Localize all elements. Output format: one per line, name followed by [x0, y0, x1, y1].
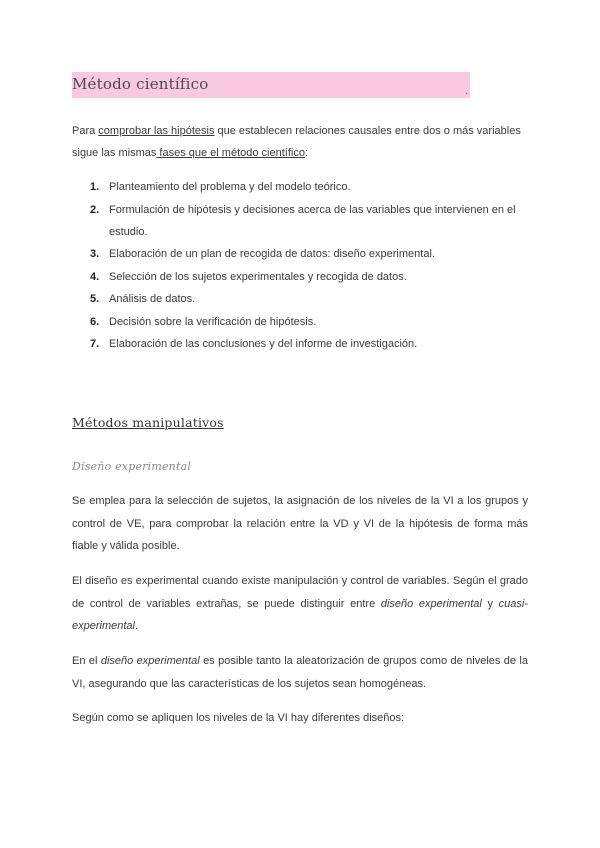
paragraph-randomization — [72, 650, 528, 695]
list-item — [90, 333, 530, 355]
steps-list — [90, 176, 530, 356]
paragraph-experimental — [72, 570, 528, 638]
p3-text-a: En el — [72, 655, 101, 667]
intro-middle: que establecen relaciones causales entre dos o más variables sigue las mismas — [72, 125, 521, 159]
list-number: 6. — [90, 315, 100, 328]
list-item — [90, 288, 530, 310]
section-title: Métodos manipulativos — [72, 415, 224, 430]
intro-paragraph — [72, 120, 528, 164]
list-item — [90, 266, 530, 288]
p2-text-a: El diseño es experimental cuando existe manipulación y control de variables. Según el grado de control de variables extrañas, se puede distinguir entre — [72, 575, 528, 610]
list-text: Formulación de hipótesis y decisiones acerca de las variables que intervienen en el estudio. — [109, 203, 516, 238]
list-text: Planteamiento del problema y del modelo teórico. — [109, 181, 351, 193]
list-item — [90, 176, 530, 198]
intro-link-phases: fases que el método científico — [156, 147, 305, 159]
paragraph-selection: Se emplea para la selección de sujetos, la asignación de los niveles de la VI a los grupos y control de VE, para comprobar la relación entre la VD y VI de la hipótesis de forma más fiable y válida posible. — [72, 495, 528, 552]
list-item — [90, 199, 530, 243]
heading-highlight — [72, 72, 470, 98]
list-number: 4. — [90, 270, 100, 283]
list-item — [90, 243, 530, 265]
list-number: 3. — [90, 248, 100, 260]
list-number: 7. — [90, 338, 100, 350]
p2-text-b: y — [481, 597, 499, 610]
heading-title: Método científico — [72, 75, 209, 93]
list-text: Selección de los sujetos experimentales y recogida de datos. — [109, 270, 407, 283]
section-subtitle: Diseño experimental — [72, 460, 192, 473]
intro-before: Para — [72, 125, 99, 137]
list-number: 5. — [90, 293, 100, 305]
heading-dot: . — [465, 86, 468, 97]
list-text: Elaboración de las conclusiones y del informe de investigación. — [109, 338, 418, 350]
intro-after: : — [304, 147, 309, 159]
list-text: Análisis de datos. — [109, 293, 196, 305]
p2-text-c: . — [134, 620, 139, 632]
list-text: Elaboración de un plan de recogida de datos: diseño experimental. — [109, 248, 435, 260]
p3-text-b: es posible tanto la aleatorización de grupos como de niveles de la VI, asegurando que las características de los sujetos sean homogéneas. — [72, 655, 528, 690]
list-number: 1. — [90, 181, 100, 193]
paragraph-designs: Según como se apliquen los niveles de la VI hay diferentes diseños: — [72, 712, 405, 724]
p3-emphasis: diseño experimental — [100, 655, 200, 667]
list-item — [90, 311, 530, 333]
p2-emphasis-experimental: diseño experimental — [380, 597, 482, 610]
intro-link-hypothesis: comprobar las hipótesis — [98, 125, 215, 137]
list-text: Decisión sobre la verificación de hipótesis. — [109, 315, 317, 328]
list-number: 2. — [90, 203, 100, 216]
p2-emphasis-quasi: cuasi-experimental — [72, 597, 529, 632]
